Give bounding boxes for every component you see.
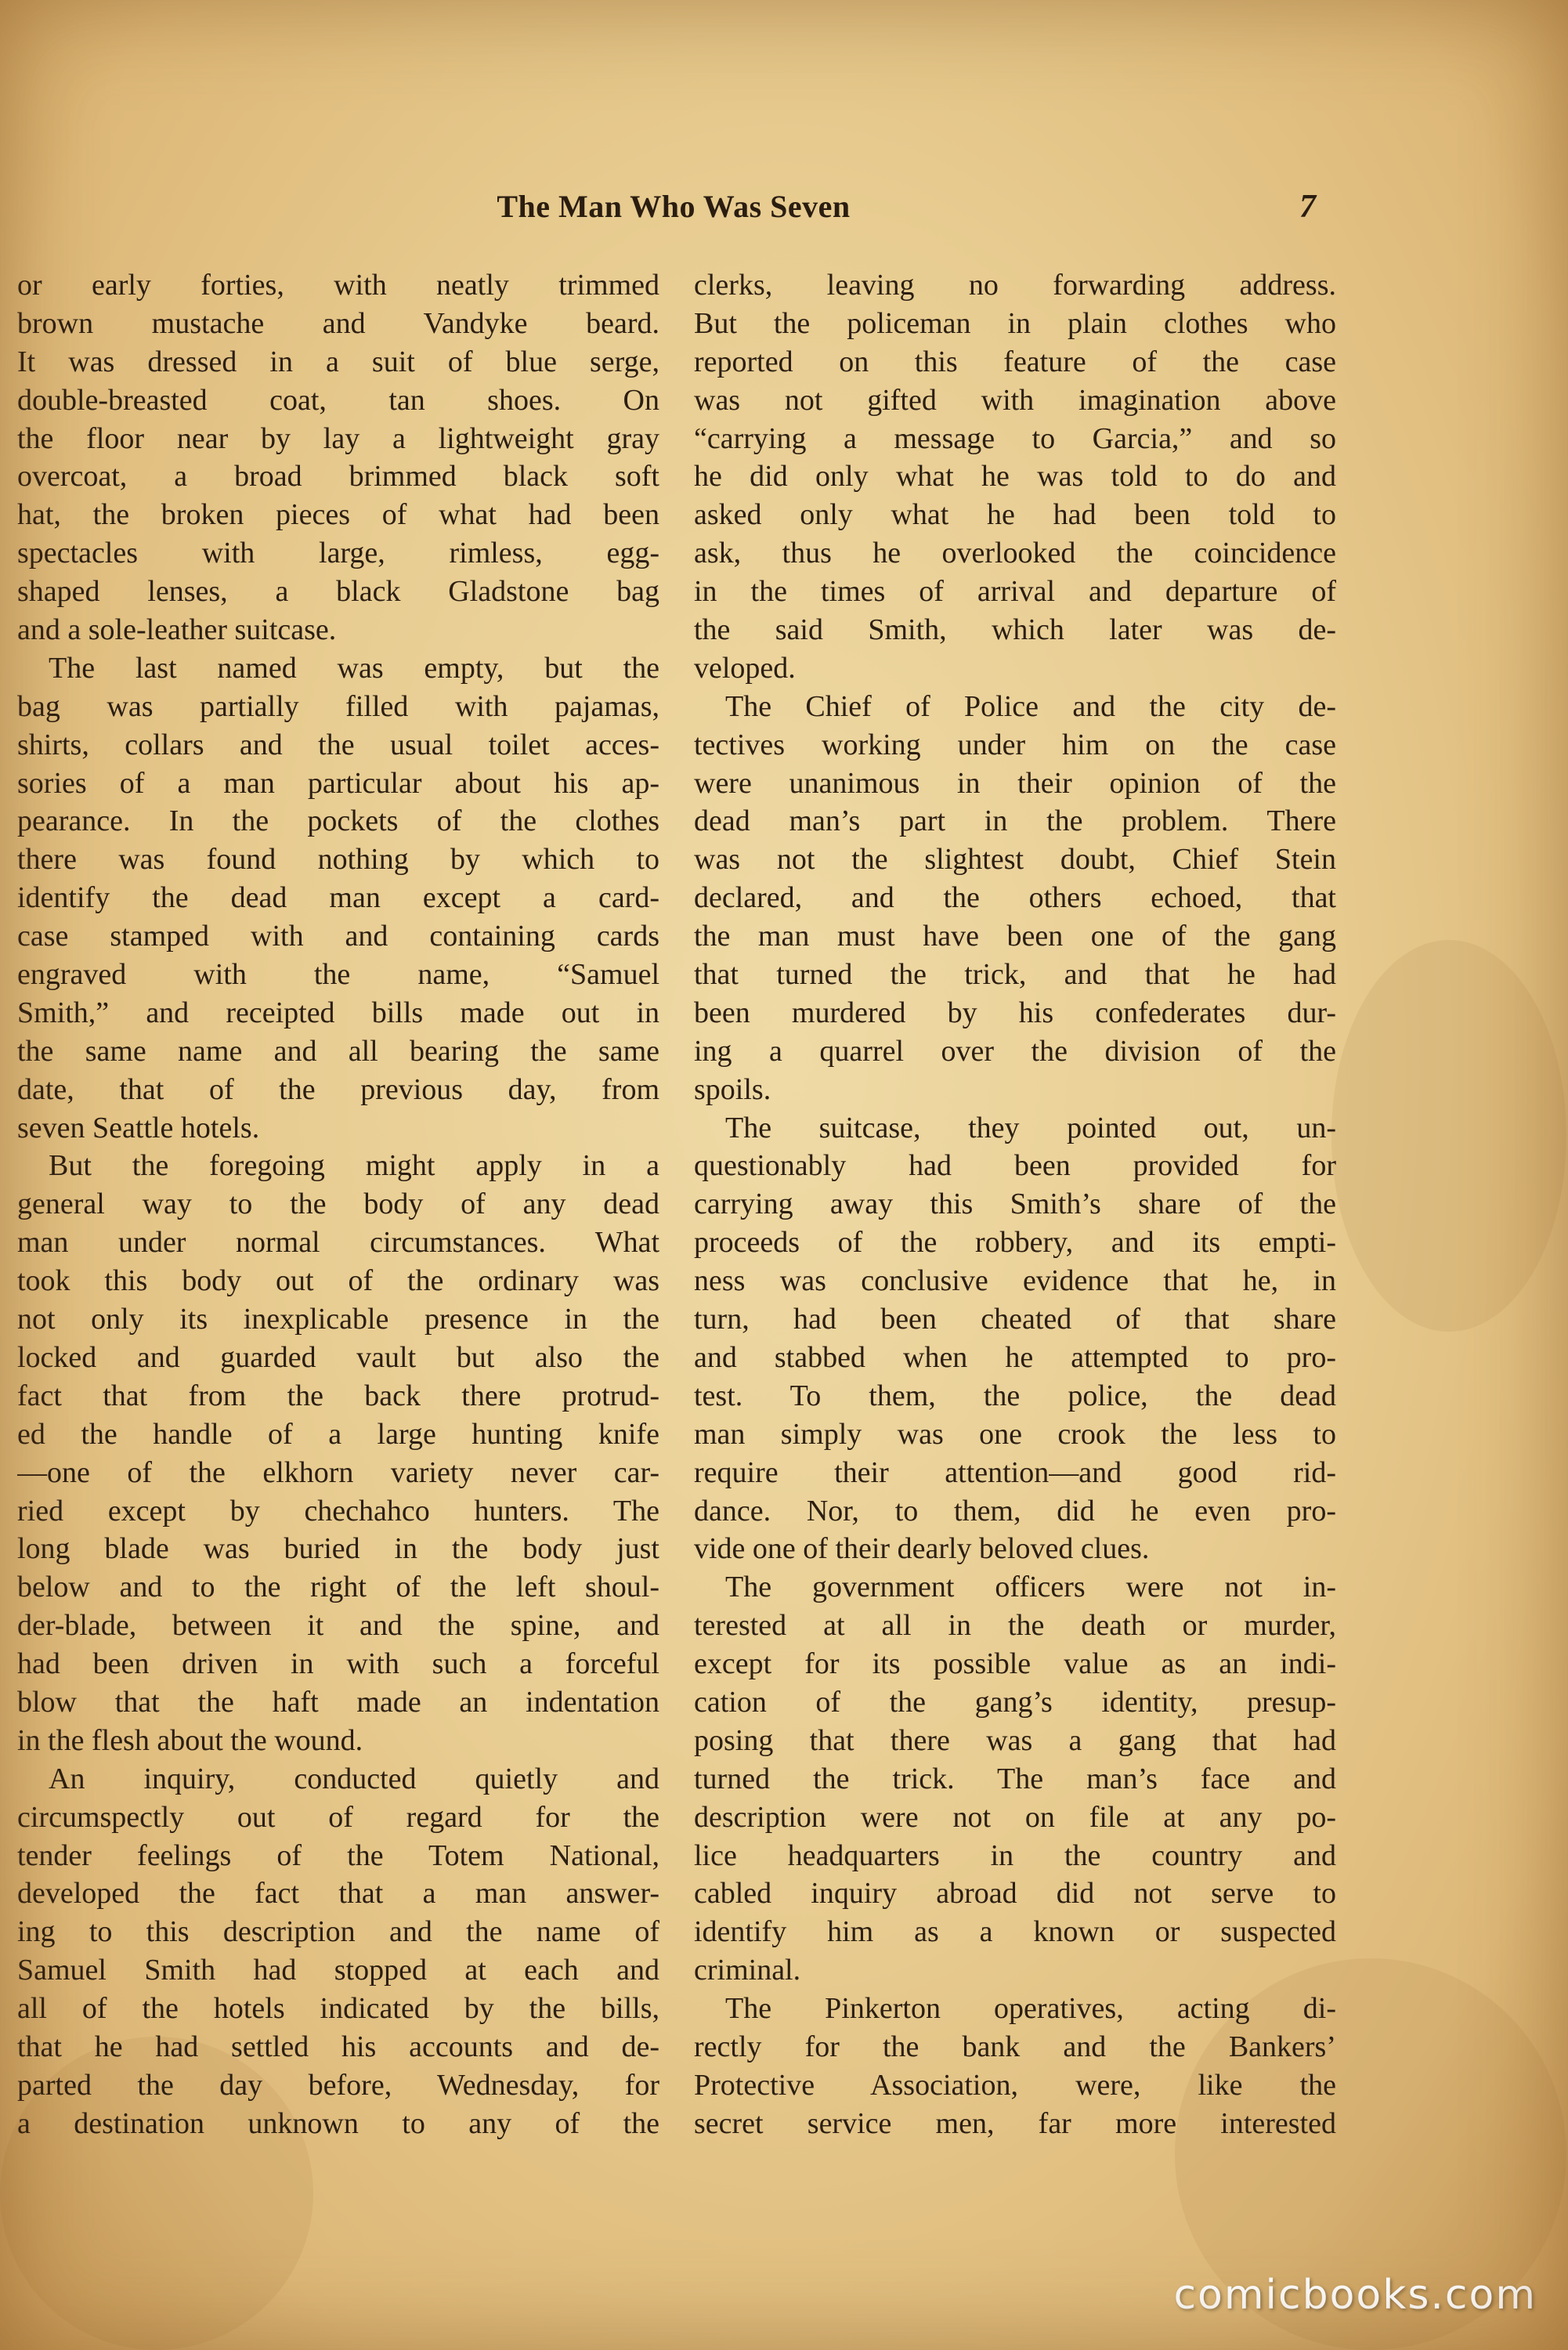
text-line: The Pinkerton operatives, acting di-: [725, 1992, 1336, 2026]
text-line: lice headquarters in the country and: [694, 1838, 1336, 1872]
right-text-column: [694, 266, 1336, 2143]
text-line: that he had settled his accounts and de-: [17, 2030, 659, 2063]
text-line: But the policeman in plain clothes who: [694, 306, 1336, 340]
text-line: was not the slightest doubt, Chief Stein: [694, 843, 1336, 877]
text-line: and a sole-leather suitcase.: [17, 613, 337, 647]
text-line: test. To them, the police, the dead: [694, 1379, 1336, 1412]
text-line: in the flesh about the wound.: [17, 1723, 363, 1757]
text-line: ask, thus he overlooked the coincidence: [694, 537, 1336, 570]
text-line: been murdered by his confederates dur-: [694, 996, 1336, 1029]
text-line: was not gifted with imagination above: [694, 383, 1336, 417]
text-line: man simply was one crook the less to: [694, 1417, 1336, 1451]
text-line: description were not on file at any po-: [694, 1800, 1336, 1834]
text-line: Smith,” and receipted bills made out in: [17, 996, 659, 1029]
text-line: the man must have been one of the gang: [694, 920, 1336, 953]
text-line: except for its possible value as an indi-: [694, 1647, 1336, 1681]
text-line: shaped lenses, a black Gladstone bag: [17, 575, 659, 609]
text-line: brown mustache and Vandyke beard.: [17, 306, 659, 340]
text-line: in the times of arrival and departure of: [694, 575, 1336, 609]
text-line: clerks, leaving no forwarding address.: [694, 269, 1336, 302]
text-line: cabled inquiry abroad did not serve to: [694, 1877, 1336, 1911]
text-line: the floor near by lay a lightweight gray: [17, 421, 659, 455]
text-line: veloped.: [694, 651, 796, 685]
text-line: reported on this feature of the case: [694, 345, 1336, 378]
text-line: The government officers were not in-: [725, 1571, 1336, 1604]
text-line: Protective Association, were, like the: [694, 2068, 1336, 2102]
text-line: double-breasted coat, tan shoes. On: [17, 383, 659, 417]
text-line: below and to the right of the left shoul-: [17, 1571, 659, 1604]
text-line: cation of the gang’s identity, presup-: [694, 1685, 1336, 1719]
text-line: “carrying a message to Garcia,” and so: [694, 421, 1336, 455]
text-line: The Chief of Police and the city de-: [725, 689, 1336, 723]
text-line: overcoat, a broad brimmed black soft: [17, 460, 659, 494]
text-line: identify the dead man except a card-: [17, 881, 659, 915]
text-line: dead man’s part in the problem. There: [694, 804, 1336, 838]
text-line: vide one of their dearly beloved clues.: [694, 1532, 1150, 1566]
text-line: ing to this description and the name of: [17, 1915, 659, 1949]
text-line: The suitcase, they pointed out, un-: [725, 1111, 1336, 1144]
text-line: blow that the haft made an indentation: [17, 1685, 659, 1719]
text-line: proceeds of the robbery, and its empti-: [694, 1226, 1336, 1260]
text-line: case stamped with and containing cards: [17, 920, 659, 953]
text-line: fact that from the back there protrud-: [17, 1379, 659, 1412]
text-line: carrying away this Smith’s share of the: [694, 1188, 1336, 1221]
page-number: 7: [1299, 189, 1316, 225]
text-line: date, that of the previous day, from: [17, 1072, 659, 1106]
text-line: tectives working under him on the case: [694, 728, 1336, 761]
running-title: The Man Who Was Seven: [497, 189, 851, 224]
text-line: terested at all in the death or murder,: [694, 1609, 1336, 1643]
text-line: engraved with the name, “Samuel: [17, 958, 659, 992]
text-line: man under normal circumstances. What: [17, 1226, 659, 1260]
text-line: circumspectly out of regard for the: [17, 1800, 659, 1834]
text-line: bag was partially filled with pajamas,: [17, 689, 659, 723]
watermark: comicbooks.com: [1173, 2272, 1537, 2319]
text-line: asked only what he had been told to: [694, 498, 1336, 532]
text-line: ing a quarrel over the division of the: [694, 1034, 1336, 1068]
text-line: turn, had been cheated of that share: [694, 1303, 1336, 1336]
text-line: long blade was buried in the body just: [17, 1532, 659, 1566]
text-line: questionably had been provided for: [694, 1149, 1336, 1183]
text-line: secret service men, far more interested: [694, 2106, 1336, 2140]
text-line: shirts, collars and the usual toilet acces-: [17, 728, 659, 761]
text-line: the said Smith, which later was de-: [694, 613, 1336, 647]
left-text-column: [17, 266, 659, 2143]
text-line: a destination unknown to any of the: [17, 2106, 659, 2140]
text-line: declared, and the others echoed, that: [694, 881, 1336, 915]
text-line: rectly for the bank and the Bankers’: [694, 2030, 1336, 2063]
text-line: were unanimous in their opinion of the: [694, 766, 1336, 800]
text-line: not only its inexplicable presence in the: [17, 1303, 659, 1336]
text-line: general way to the body of any dead: [17, 1188, 659, 1221]
text-line: posing that there was a gang that had: [694, 1723, 1336, 1757]
text-line: ried except by chechahco hunters. The: [17, 1494, 659, 1528]
page-header: [31, 188, 1316, 243]
text-line: require their attention—and good rid-: [694, 1455, 1336, 1489]
text-line: —one of the elkhorn variety never car-: [17, 1455, 659, 1489]
text-line: It was dressed in a suit of blue serge,: [17, 345, 659, 378]
text-line: developed the fact that a man answer-: [17, 1877, 659, 1911]
text-line: locked and guarded vault but also the: [17, 1340, 659, 1374]
text-line: seven Seattle hotels.: [17, 1111, 260, 1144]
text-line: and stabbed when he attempted to pro-: [694, 1340, 1336, 1374]
text-line: tender feelings of the Totem National,: [17, 1838, 659, 1872]
text-line: ed the handle of a large hunting knife: [17, 1417, 659, 1451]
text-line: dance. Nor, to them, did he even pro-: [694, 1494, 1336, 1528]
text-line: An inquiry, conducted quietly and: [49, 1762, 659, 1795]
text-line: the same name and all bearing the same: [17, 1034, 659, 1068]
text-line: der-blade, between it and the spine, and: [17, 1609, 659, 1643]
text-line: he did only what he was told to do and: [694, 460, 1336, 494]
text-line: Samuel Smith had stopped at each and: [17, 1954, 659, 1987]
text-line: sories of a man particular about his ap-: [17, 766, 659, 800]
text-line: parted the day before, Wednesday, for: [17, 2068, 659, 2102]
text-line: there was found nothing by which to: [17, 843, 659, 877]
text-line: spectacles with large, rimless, egg-: [17, 537, 659, 570]
text-line: criminal.: [694, 1954, 801, 1987]
text-line: hat, the broken pieces of what had been: [17, 498, 659, 532]
text-line: took this body out of the ordinary was: [17, 1264, 659, 1298]
text-line: The last named was empty, but the: [49, 651, 659, 685]
text-line: turned the trick. The man’s face and: [694, 1762, 1336, 1795]
text-line: had been driven in with such a forceful: [17, 1647, 659, 1681]
text-line: identify him as a known or suspected: [694, 1915, 1336, 1949]
text-line: that turned the trick, and that he had: [694, 958, 1336, 992]
text-line: ness was conclusive evidence that he, in: [694, 1264, 1336, 1298]
text-line: pearance. In the pockets of the clothes: [17, 804, 659, 838]
text-line: spoils.: [694, 1072, 771, 1106]
text-line: or early forties, with neatly trimmed: [17, 269, 659, 302]
text-line: all of the hotels indicated by the bills,: [17, 1992, 659, 2026]
text-line: But the foregoing might apply in a: [49, 1149, 659, 1183]
